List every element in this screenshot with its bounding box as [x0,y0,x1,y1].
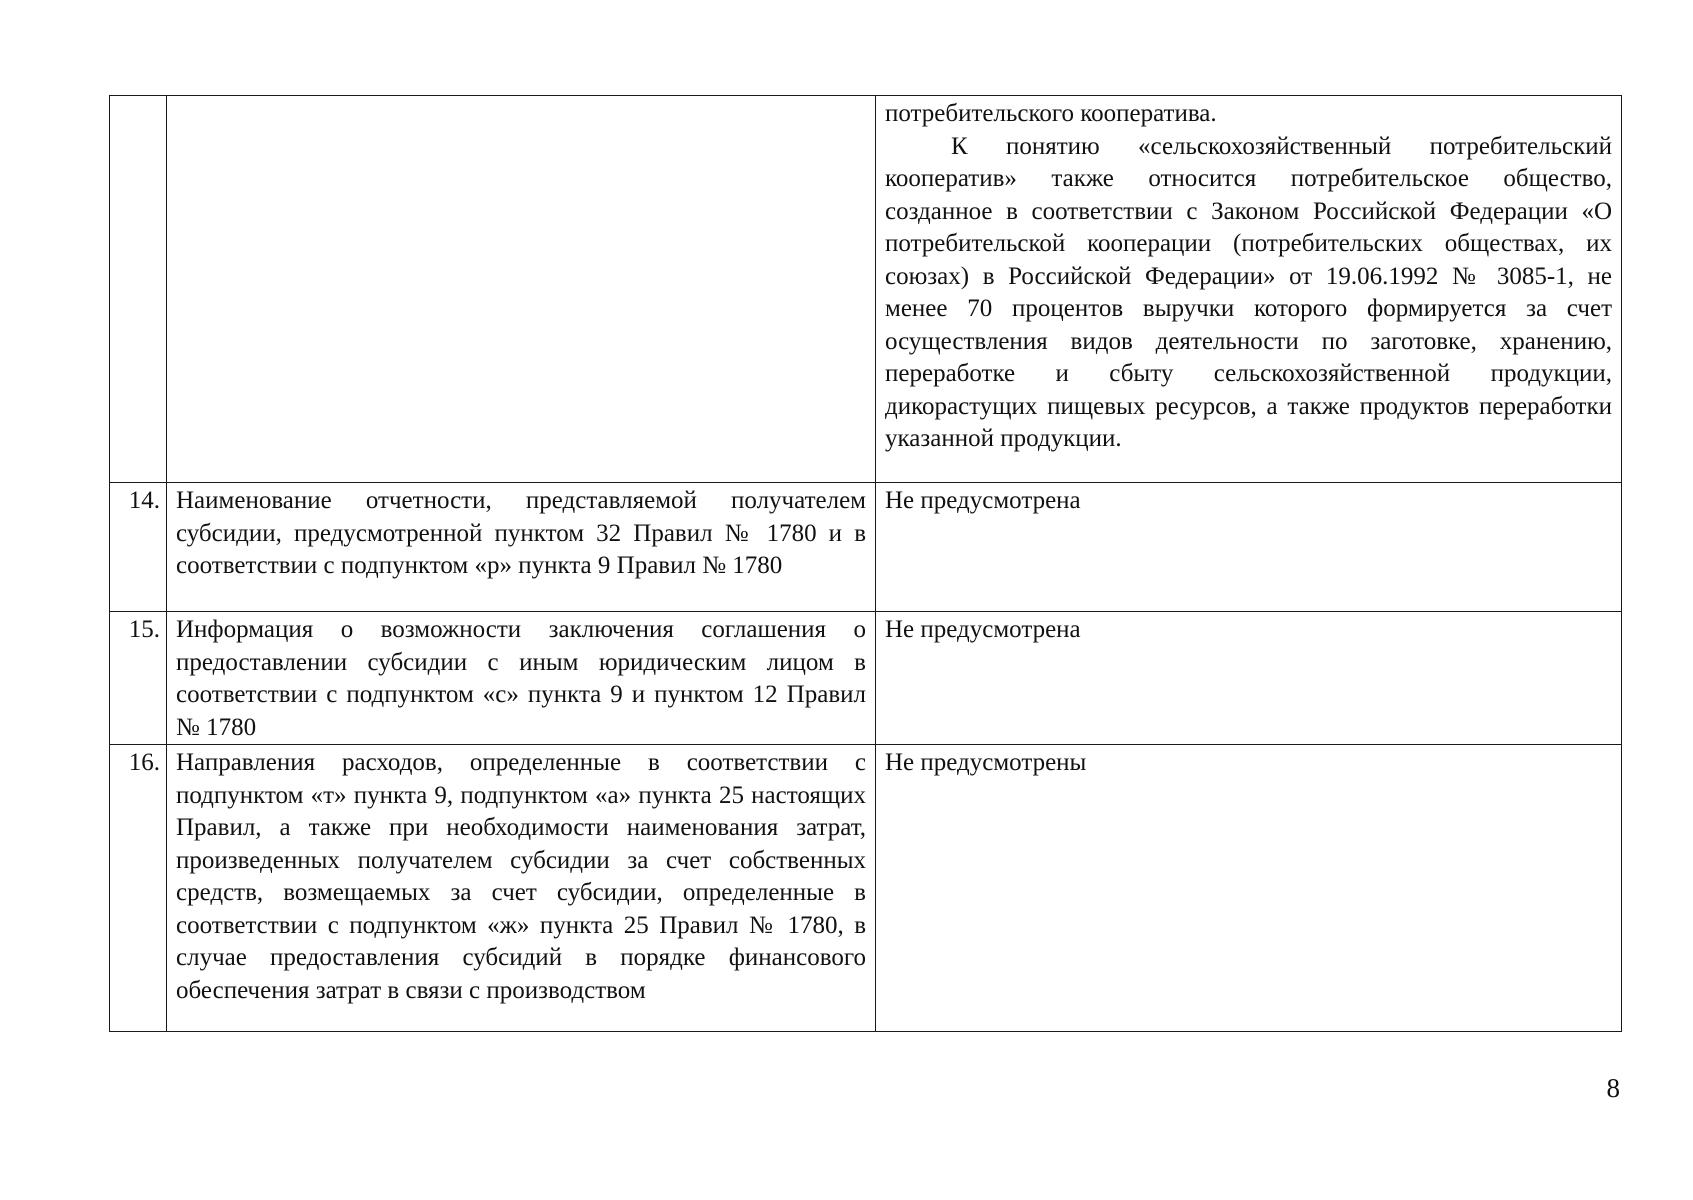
row-value-paragraph: потребительского кооператива. [885,100,1217,127]
row-value: Не предусмотрены [876,745,1622,1032]
table-row [110,745,1622,1032]
row-number: 16. [110,745,167,1032]
row-number [110,96,167,483]
row-description: Направления расходов, определенные в соответствии с подпунктом «т» пункта 9, подпунктом «а» пункта 25 настоящих Правил, а также при необходимости наименования затрат, произведенных получателем субсидии за счет собственных средств, возмещаемых за счет субсидии, определенные в соответствии с подпунктом «ж» пункта 25 Правил № 1780, в случае предоставления субсидий в порядке финансового обеспечения затрат в связи с производством [167,745,876,1032]
requirements-table [109,95,1622,1032]
row-description [167,96,876,483]
row-number: 15. [110,612,167,745]
row-value [876,96,1622,483]
table-row [110,96,1622,483]
row-value: Не предусмотрена [876,483,1622,612]
row-value: Не предусмотрена [876,612,1622,745]
row-number: 14. [110,483,167,612]
table-row [110,612,1622,745]
table-row [110,483,1622,612]
row-description: Наименование отчетности, представляемой получателем субсидии, предусмотренной пунктом 32 Правил № 1780 и в соответствии с подпунктом «р» пункта 9 Правил № 1780 [167,483,876,612]
row-description: Информация о возможности заключения соглашения о предоставлении субсидии с иным юридическим лицом в соответствии с подпунктом «с» пункта 9 и пунктом 12 Правил № 1780 [167,612,876,745]
row-value-paragraph: К понятию «сельскохозяйственный потребительский кооператив» также относится потребительское общество, созданное в соответствии с Законом Российской Федерации «О потребительской кооперации (потребительских обществах, их союзах) в Российской Федерации» от 19.06.1992 № 3085-1, не менее 70 процентов выручки которого формируется за счет осуществления видов деятельности по заготовке, хранению, переработке и сбыту сельскохозяйственной продукции, дикорастущих пищевых ресурсов, а также продуктов переработки указанной продукции. [885,132,1612,452]
page-number: 8 [1606,1073,1620,1103]
